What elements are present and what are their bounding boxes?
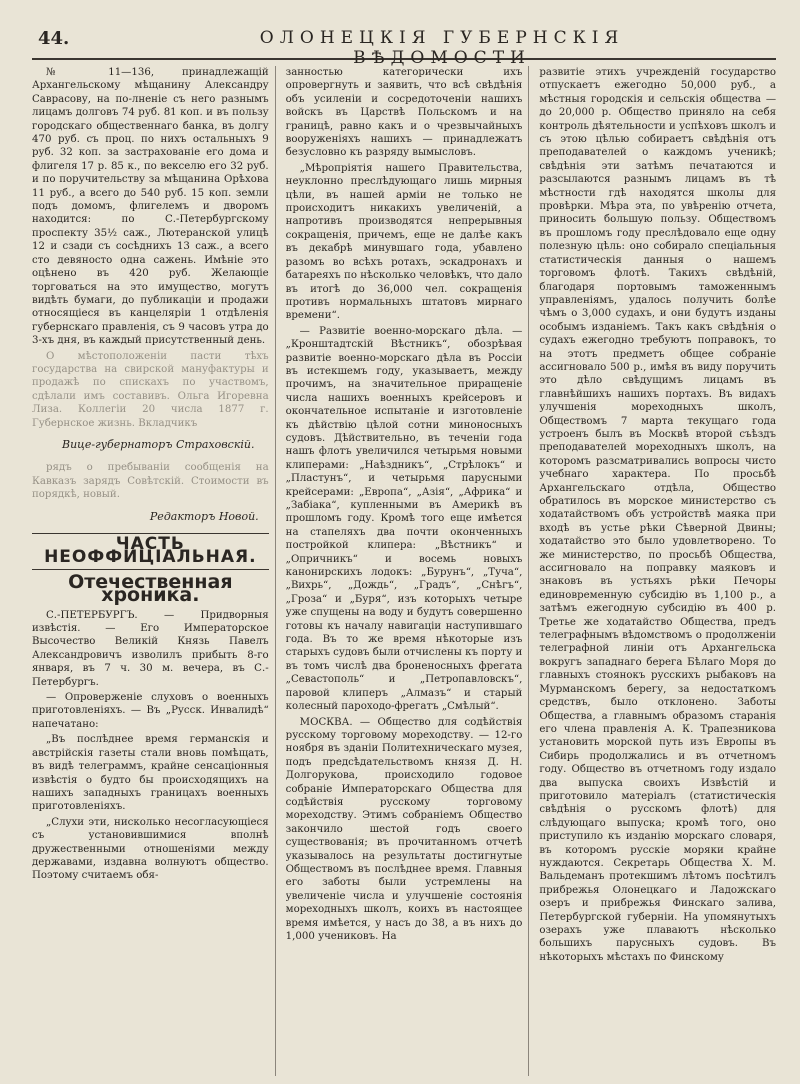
paragraph: С.-ПЕТЕРБУРГЪ. — Придворныя извѣстія. — Его Императорское Высочество Великій Князь Павелъ Александровичъ изволилъ прибыть 8-го января, въ 7 ч. 30 м. вечера, въ С.-Петербургъ. bbox=[32, 609, 269, 688]
paragraph: развитіе этихъ учрежденій государство отпускаетъ ежегодно 50,000 руб., а мѣстныя городскія и сельскія общества — до 20,000 р. Общество приняло на себя контроль дѣятельности и успѣховъ школъ и съ этою цѣлью собираетъ свѣдѣнія отъ преподавателей о каждомъ ученикѣ; свѣдѣнія эти затѣмъ печатаются и разсылаются разнымъ лицамъ въ тѣ мѣстности гдѣ находятся школы для провѣрки. Мѣра эта, по увѣренію отчета, приносить большую пользу. Обществомъ въ прошломъ году преслѣдовало еще одну полезную цѣль: оно собирало спеціальныя статистическія данныя о нашемъ торговомъ флотѣ. Такихъ свѣдѣній, благодаря портовымъ таможеннымъ управленіямъ, удалось получить болѣе чѣмъ о 3,000 судахъ, и они будутъ изданы особымъ изданіемъ. Такъ какъ свѣдѣнія о судахъ ежегодно требуютъ поправокъ, то на этотъ предметъ общее собраніе ассигновало 500 р., имѣя въ виду поручить это дѣло свѣдущимъ лицамъ въ главнѣйшихъ нашихъ портахъ. Въ видахъ улучшенія мореходныхъ школъ, Обществомъ 7 марта текущаго года устроенъ былъ въ Москвѣ второй съѣздъ преподавателей мореходныхъ школъ, на которомъ разсматривались вопросы чисто учебнаго характера. По просьбѣ Архангельскаго отдѣла, Общество обратилось въ морское министерство съ ходатайствомъ объ устройствѣ маяка при входѣ въ устье рѣки Сѣверной Двины; ходатайство это было удовлетворено. То же министерство, по просьбѣ Общества, ассигновало на поправку маяковъ и знаковъ въ устьяхъ рѣки Печоры единовременную субсидію въ 1,100 р., а затѣмъ ежегодную субсидію въ 400 р. Третье же ходатайство Общества, предъ телеграфнымъ вѣдомствомъ о продолженіи телеграфной линіи отъ Архангельска вокругъ западнаго берега Бѣлаго Моря до главныхъ стоянокъ русскихъ рыбаковъ на Мурманскомъ берегу, за недостаткомъ средствъ, было отклонено. Заботы Общества, а главнымъ образомъ старанія его члена правленія А. К. Трапезникова установить морской путь изъ Европы въ Сибирь продолжались и въ отчетномъ году. Общество въ отчетномъ году издало два выпуска своихъ Извѣстій и приготовило матеріалъ (статистическія свѣдѣнія о русскомъ флотѣ) для слѣдующаго выпуска; кромѣ того, оно приступило къ изданію морскаго словаря, въ которомъ русскіе моряки крайне нуждаются. Секретарь Общества Х. М. Вальдеманъ протекшимъ лѣтомъ посѣтилъ прибрежья Олонецкаго и Ладожскаго озеръ и прибрежья Финскаго залива, Петербургской губерніи. На упомянутыхъ озерахъ уже плаваютъ нѣсколько большихъ парусныхъ судовъ. Въ нѣкоторыхъ мѣстахъ по Финскому bbox=[539, 67, 777, 963]
paragraph: „Слухи эти, нисколько несогласующіеся съ установившимися вполнѣ дружественными отношеніями между державами, издавна волнуютъ общество. Поэтому считаемъ обя- bbox=[32, 816, 269, 882]
page-number: 44. bbox=[38, 28, 70, 49]
page-header bbox=[32, 18, 776, 68]
paragraph: — Опроверженіе слуховъ о военныхъ приготовленіяхъ. — Въ „Русск. Инвалидѣ“ напечатано: bbox=[32, 692, 269, 730]
paragraph: — Развитіе военно-морскаго дѣла. — „Кронштадтскій Вѣстникъ“, обозрѣвая развитіе военно-морскаго дѣла въ Россіи въ истекшемъ году, указываетъ, между прочимъ, на значительное приращеніе числа нашихъ военныхъ крейсеровъ и окончательное испытаніе и изготовленіе къ дѣйствію цѣлой сотни миноносныхъ судовъ. Дѣйствительно, въ теченіи года нашъ флотъ увеличился четырьмя новыми клиперами: „Наѣздникъ“, „Стрѣлокъ“ и „Пластунъ“, и четырьмя парусными крейсерами: „Европа“, „Азія“, „Африка“ и „Забіака“, купленными въ Америкѣ въ прошломъ году. Кромѣ того еще имѣется на стапеляхъ два почти оконченныхъ постройкой клипера: „Вѣстникъ“ и „Опричникъ“ и восемь новыхъ канонирскихъ лодокъ: „Бурунъ“, „Туча“, „Вихрь“, „Дождь“, „Градъ“, „Снѣгъ“, „Гроза“ и „Буря“, изъ которыхъ четыре уже спущены на воду и будутъ совершенно готовы къ началу навигаціи наступившаго года. Въ то же время нѣкоторые изъ старыхъ судовъ были отчислены къ порту и въ томъ числѣ два броненосныхъ фрегата „Севастополь“ и „Петропавловскъ“, паровой клиперъ „Алмазъ“ и старый колесный пароходо-фрегатъ „Смѣлый“. bbox=[285, 325, 523, 713]
faded-paragraph: О мѣстоположеніи пасти тѣхъ государства на свирской мануфактуры и продажѣ по спискахъ по участвомъ, сдѣлали имъ составивъ. Ольга Игоревна Лиза. Коллегіи 20 числа 1877 г. Губернское жизнь. Вкладчикъ bbox=[32, 350, 269, 429]
column-1 bbox=[32, 66, 276, 1076]
section-title: ЧАСТЬ НЕОФФИЦІАЛЬНАЯ. bbox=[32, 533, 269, 570]
text-columns bbox=[32, 66, 776, 1076]
masthead-title: ОЛОНЕЦКІЯ ГУБЕРНСКІЯ ВѢДОМОСТИ bbox=[259, 28, 625, 68]
paragraph: МОСКВА. — Общество для содѣйствія русскому торговому мореходству. — 12-го ноября въ зданіи Политехническаго музея, подъ предсѣдательствомъ князя Д. Н. Долгорукова, происходило годовое собраніе Императорскаго Общества для содѣйствія русскому торговому мореходству. Этимъ собраніемъ Общество закончило шестой годъ своего существованія; въ прочитанномъ отчетѣ указывалось на результаты достигнутые Обществомъ въ послѣднее время. Главныя его заботы были устремлены на увеличеніе числа и улучшеніе состоянія мореходныхъ школъ, коихъ въ настоящее время имѣется, у насъ до 38, а въ нихъ до 1,000 учениковъ. На bbox=[285, 716, 523, 942]
paragraph: „Мѣропріятія нашего Правительства, неуклонно преслѣдующаго лишь мирныя цѣли, въ нашей арміи не только не происходитъ никакихъ увеличеній, а напротивъ производятся непрерывныя сокращенія, причемъ, еще не далѣе какъ въ декабрѣ минувшаго года, убавлено разомъ во всѣхъ ротахъ, эскадронахъ и батареяхъ по нѣсколько человѣкъ, что дало въ итогѣ до 36,000 чел. сокращенія противъ нормальныхъ штатовъ мирнаго времени“. bbox=[285, 162, 523, 322]
chronicle-title: Отечественная хроника. bbox=[68, 570, 233, 607]
signature-vice-governor: Вице-губернаторъ Страховскій. bbox=[62, 437, 255, 451]
paragraph: № 11—136, принадлежащій Архангельскому мѣщанину Александру Саврасову, на по-лненіе съ него разнымъ лицамъ долговъ 74 руб. 81 коп. и въ пользу городскаго общественнаго банка, въ долгу 470 руб. съ проц. по нихъ остальныхъ 9 руб. 32 коп. за застрахованіе его дома и флигеля 17 р. 85 к., по векселю его 32 руб. и по поручительству за мѣщанина Орѣхова 11 руб., а всего до 540 руб. 15 коп. земли подъ домомъ, флигелемъ и дворомъ находится: по С.-Петербургскому проспекту 35½ саж., Лютеранской улицѣ 12 и сзади съ сосѣднихъ 13 саж., а всего сто девяносто одна сажень. Имѣніе это оцѣнено въ 420 руб. Желающіе торговаться на это имущество, могутъ видѣть бумаги, до публикаціи и продажи относящіеся въ канцеляріи 1 отдѣленія губернскаго правленія, съ 9 часовъ утра до 3-хъ дня, въ каждый присутственный день. bbox=[32, 67, 269, 347]
faded-paragraph: рядъ о пребываніи сообщенія на Кавказъ зарядъ Совѣтскій. Стоимости въ порядкѣ, новый. bbox=[32, 462, 269, 501]
paragraph: занностью категорически ихъ опровергнуть и заявить, что всѣ свѣдѣнія объ усиленіи и сосредоточеніи нашихъ войскъ въ Царствѣ Польскомъ и на границѣ, равно какъ и о чрезвычайныхъ вооруженіяхъ нашихъ — принадлежатъ безусловно къ разряду вымысловъ. bbox=[285, 67, 523, 159]
column-3 bbox=[539, 66, 776, 1076]
signature-editor: Редакторъ Новой. bbox=[149, 509, 259, 523]
paragraph: „Въ послѣднее время германскія и австрійскія газеты стали вновь помѣщать, въ видѣ телеграммъ, крайне сенсаціонныя извѣстія о будто бы происходящихъ на нашихъ западныхъ границахъ военныхъ приготовленіяхъ. bbox=[32, 734, 269, 813]
column-2 bbox=[286, 66, 530, 1076]
